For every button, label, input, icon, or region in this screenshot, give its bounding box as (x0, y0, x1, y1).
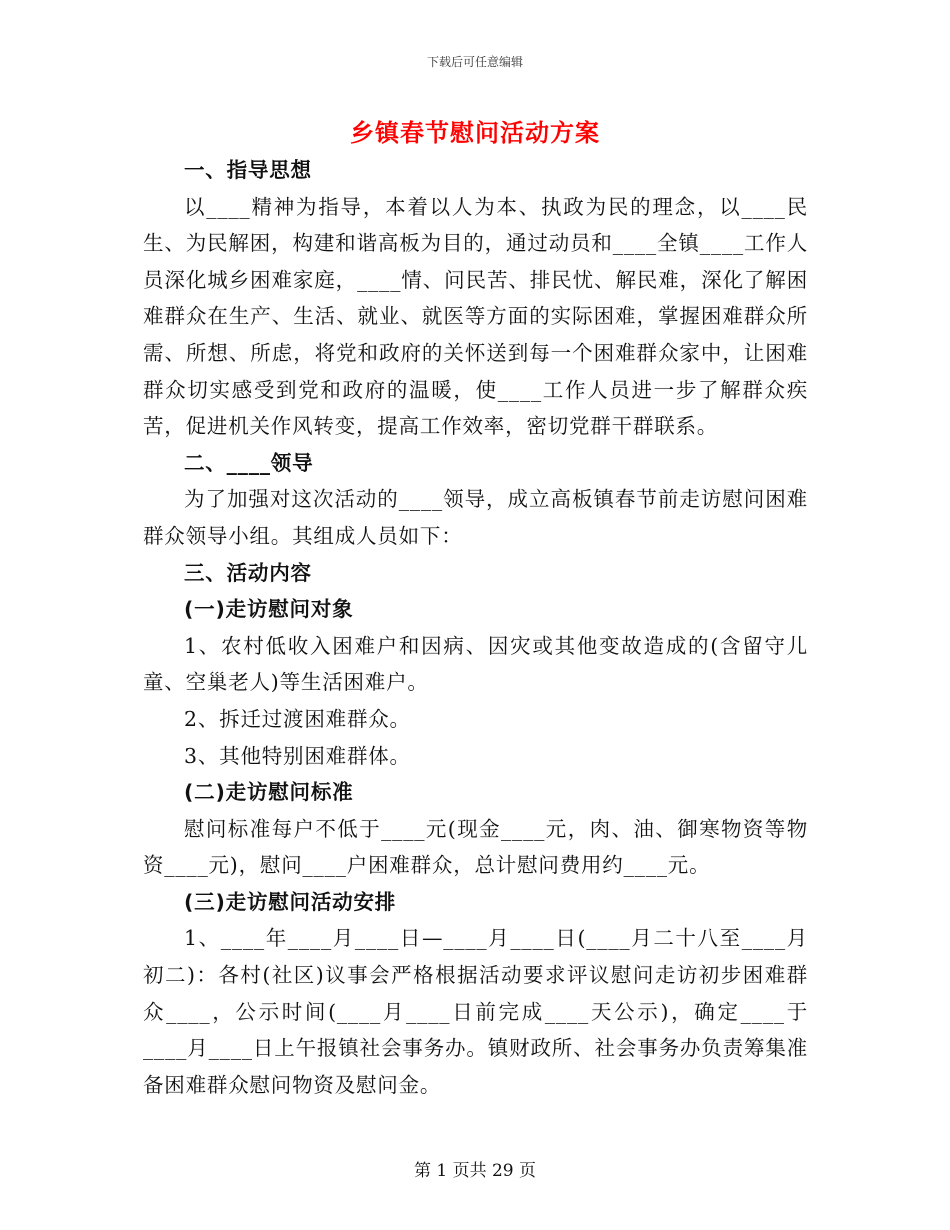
section-heading-leadership: 二、____领导 (184, 450, 314, 475)
list-item-target-1: 1、农村低收入困难户和因病、因灾或其他变故造成的(含留守儿童、空巢老人)等生活困难户。 (143, 633, 808, 695)
document-body (143, 152, 808, 1103)
paragraph-guiding-ideology: 以____精神为指导，本着以人为本、执政为民的理念，以____民生、为民解困，构建和谐高板为目的，通过动员和____全镇____工作人员深化城乡困难家庭，____情、问民苦、排民忧、解民难，深化了解困难群众在生产、生活、就业、就医等方面的实际困难，掌握困难群众所需、所想、所虑，将党和政府的关怀送到每一个困难群众家中，让困难群众切实感受到党和政府的温暖，使____工作人员进一步了解群众疾苦，促进机关作风转变，提高工作效率，密切党群干群联系。 (143, 194, 808, 439)
subheading-visit-targets: (一)走访慰问对象 (184, 597, 354, 622)
subheading-visit-standard: (二)走访慰问标准 (184, 780, 354, 805)
section-heading-activity-content: 三、活动内容 (184, 560, 312, 585)
list-item-target-2: 2、拆迁过渡困难群众。 (184, 706, 411, 731)
section-heading-guiding-ideology: 一、指导思想 (184, 158, 312, 182)
page-footer-page-number: 第 1 页共 29 页 (413, 1161, 537, 1181)
list-item-target-3: 3、其他特别困难群体。 (184, 743, 411, 768)
document-title: 乡镇春节慰问活动方案 (350, 119, 600, 147)
page-header-note: 下载后可任意编辑 (426, 55, 523, 69)
paragraph-activity-schedule: 1、____年____月____日—____月____日(____月二十八至____月初二)：各村(社区)议事会严格根据活动要求评议慰问走访初步困难群众____，公示时间(____月____日前完成____天公示)，确定____于____月____日上午报镇社会事务办。镇财政所、社会事务办负责筹集准备困难群众慰问物资及慰问金。 (143, 926, 808, 1097)
subheading-activity-schedule: (三)走访慰问活动安排 (184, 889, 397, 914)
paragraph-visit-standard: 慰问标准每户不低于____元(现金____元，肉、油、御寒物资等物资____元)，慰问____户困难群众，总计慰问费用约____元。 (143, 816, 808, 878)
paragraph-leadership: 为了加强对这次活动的____领导，成立高板镇春节前走访慰问困难群众领导小组。其组成人员如下： (143, 487, 808, 548)
